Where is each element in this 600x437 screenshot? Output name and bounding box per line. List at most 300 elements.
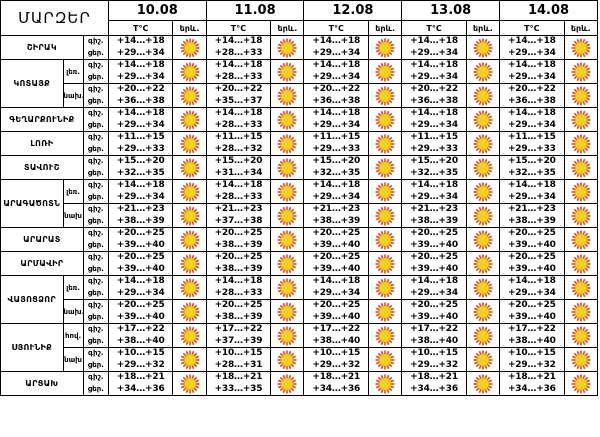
region-row xyxy=(1,276,598,300)
zone-label: նախ. xyxy=(63,84,83,108)
time-labels xyxy=(83,276,108,300)
weather-icon-cell xyxy=(369,132,402,156)
day-temperature: +39…+40 xyxy=(507,239,556,250)
temperature-cell xyxy=(206,348,271,372)
sun-icon xyxy=(173,230,205,250)
night-label: գիշ. xyxy=(88,253,104,261)
sun-icon xyxy=(565,134,597,154)
day-temperature: +29…+33 xyxy=(507,143,556,154)
temperature-cell xyxy=(206,300,271,324)
sun-icon xyxy=(369,38,401,58)
weather-icon-cell xyxy=(369,276,402,300)
night-label: գիշ. xyxy=(88,325,104,333)
night-temperature: +21…+23 xyxy=(214,204,263,214)
region-row xyxy=(1,108,598,132)
weather-icon-cell xyxy=(173,372,206,396)
weather-icon-cell xyxy=(466,108,499,132)
temperature-cell xyxy=(402,372,467,396)
sun-icon xyxy=(565,302,597,322)
weather-icon-cell xyxy=(271,204,304,228)
sun-icon xyxy=(369,110,401,130)
day-temperature: +39…+40 xyxy=(116,239,165,250)
weather-icon-cell xyxy=(369,156,402,180)
zone-label: նախ xyxy=(63,348,83,372)
region-row xyxy=(1,300,598,324)
region-name: ՍՅՈՒՆԻՔ xyxy=(1,324,64,372)
temperature-cell xyxy=(500,108,565,132)
region-row xyxy=(1,204,598,228)
weather-icon-cell xyxy=(173,324,206,348)
time-labels xyxy=(83,252,108,276)
region-row xyxy=(1,372,598,396)
day-temperature: +28…+33 xyxy=(214,71,263,82)
temperature-cell xyxy=(206,276,271,300)
sun-icon xyxy=(467,158,499,178)
night-temperature: +14…+18 xyxy=(116,276,165,286)
temperature-cell xyxy=(206,228,271,252)
temperature-cell xyxy=(108,60,173,84)
sun-icon xyxy=(271,182,303,202)
temperature-cell xyxy=(206,84,271,108)
temperature-cell xyxy=(402,276,467,300)
day-temperature: +28…+33 xyxy=(214,119,263,130)
temperature-cell xyxy=(108,228,173,252)
region-row xyxy=(1,180,598,204)
sun-icon xyxy=(565,62,597,82)
night-temperature: +14…+18 xyxy=(410,276,458,286)
day-label: ցեր. xyxy=(87,72,104,81)
night-temperature: +20…+22 xyxy=(312,84,361,94)
weather-icon-cell xyxy=(564,132,597,156)
day-temperature: +38…+40 xyxy=(410,335,458,346)
time-labels xyxy=(83,228,108,252)
night-temperature: +14…+18 xyxy=(312,180,361,190)
day-header: 11.08 xyxy=(206,1,304,21)
day-temperature: +29…+34 xyxy=(116,119,165,130)
night-temperature: +14…+18 xyxy=(116,60,165,70)
weather-icon-cell xyxy=(369,228,402,252)
night-temperature: +17…+22 xyxy=(116,324,165,334)
temperature-cell xyxy=(402,180,467,204)
temperature-cell xyxy=(500,348,565,372)
night-temperature: +20…+25 xyxy=(116,300,165,310)
day-temperature: +29…+34 xyxy=(507,191,556,202)
day-temperature: +29…+32 xyxy=(312,359,361,370)
night-label: գիշ. xyxy=(88,277,104,285)
weather-icon-cell xyxy=(173,36,206,60)
temperature-cell xyxy=(500,132,565,156)
sun-icon xyxy=(271,134,303,154)
weather-icon-cell xyxy=(369,348,402,372)
day-temperature: +38…+39 xyxy=(116,215,165,226)
night-label: գիշ. xyxy=(88,85,104,93)
night-temperature: +11…+15 xyxy=(312,132,361,142)
day-temperature: +29…+32 xyxy=(507,359,556,370)
night-temperature: +10…+15 xyxy=(214,348,263,358)
temp-column-header: T°C xyxy=(108,21,173,36)
weather-icon-cell xyxy=(173,108,206,132)
zone-label: նախ. xyxy=(63,300,83,324)
temperature-cell xyxy=(402,348,467,372)
day-temperature: +36…+38 xyxy=(507,95,556,106)
sun-icon xyxy=(173,134,205,154)
time-labels xyxy=(83,180,108,204)
weather-icon-cell xyxy=(564,228,597,252)
temperature-cell xyxy=(108,276,173,300)
weather-icon-cell xyxy=(369,84,402,108)
weather-icon-cell xyxy=(173,84,206,108)
day-temperature: +29…+34 xyxy=(507,47,556,58)
temperature-cell xyxy=(108,84,173,108)
night-temperature: +14…+18 xyxy=(214,108,263,118)
sun-icon xyxy=(565,206,597,226)
night-temperature: +14…+18 xyxy=(312,60,361,70)
icon-column-header: երև. xyxy=(369,21,402,36)
sun-icon xyxy=(271,230,303,250)
sun-icon xyxy=(173,86,205,106)
day-temperature: +39…+40 xyxy=(116,311,165,322)
night-temperature: +20…+22 xyxy=(507,84,556,94)
temperature-cell xyxy=(500,204,565,228)
zone-label: լեռ. xyxy=(63,60,83,84)
sun-icon xyxy=(467,206,499,226)
temperature-cell xyxy=(500,156,565,180)
night-temperature: +20…+22 xyxy=(116,84,165,94)
day-label: ցեր. xyxy=(87,216,104,225)
night-label: գիշ. xyxy=(88,205,104,213)
weather-icon-cell xyxy=(466,132,499,156)
day-label: ցեր. xyxy=(87,288,104,297)
day-temperature: +34…+36 xyxy=(116,383,165,394)
weather-icon-cell xyxy=(466,276,499,300)
day-header: 13.08 xyxy=(402,1,500,21)
time-labels xyxy=(83,132,108,156)
sun-icon xyxy=(173,158,205,178)
sun-icon xyxy=(369,158,401,178)
icon-column-header: երև. xyxy=(271,21,304,36)
day-temperature: +32…+35 xyxy=(507,167,556,178)
night-label: գիշ. xyxy=(88,157,104,165)
weather-icon-cell xyxy=(564,348,597,372)
sun-icon xyxy=(271,374,303,394)
temperature-cell xyxy=(500,228,565,252)
sun-icon xyxy=(173,302,205,322)
zone-label: նախ xyxy=(63,204,83,228)
region-name: ԿՈՏԱՅՔ xyxy=(1,60,64,108)
day-temperature: +29…+34 xyxy=(507,119,556,130)
zone-label: լեռ. xyxy=(63,180,83,204)
temperature-cell xyxy=(304,228,369,252)
night-temperature: +17…+22 xyxy=(312,324,361,334)
weather-icon-cell xyxy=(369,300,402,324)
night-temperature: +20…+25 xyxy=(312,300,361,310)
day-temperature: +28…+33 xyxy=(214,191,263,202)
region-row xyxy=(1,324,598,348)
temperature-cell xyxy=(500,60,565,84)
sun-icon xyxy=(467,302,499,322)
temperature-cell xyxy=(304,372,369,396)
night-temperature: +20…+25 xyxy=(214,300,263,310)
day-temperature: +29…+34 xyxy=(410,287,458,298)
temperature-cell xyxy=(206,372,271,396)
temperature-cell xyxy=(206,156,271,180)
day-temperature: +32…+35 xyxy=(116,167,165,178)
night-temperature: +11…+15 xyxy=(507,132,556,142)
night-temperature: +15…+20 xyxy=(410,156,458,166)
sun-icon xyxy=(467,350,499,370)
night-label: գիշ. xyxy=(88,181,104,189)
day-temperature: +29…+34 xyxy=(312,191,361,202)
day-temperature: +29…+34 xyxy=(410,71,458,82)
day-temperature: +38…+39 xyxy=(410,215,458,226)
sun-icon xyxy=(565,230,597,250)
day-temperature: +33…+35 xyxy=(214,383,263,394)
sun-icon xyxy=(565,278,597,298)
weather-icon-cell xyxy=(564,324,597,348)
sun-icon xyxy=(271,278,303,298)
sun-icon xyxy=(173,326,205,346)
night-temperature: +14…+18 xyxy=(410,60,458,70)
temperature-cell xyxy=(304,36,369,60)
temperature-cell xyxy=(206,324,271,348)
night-temperature: +14…+18 xyxy=(214,276,263,286)
temperature-cell xyxy=(304,132,369,156)
night-temperature: +14…+18 xyxy=(507,180,556,190)
temperature-cell xyxy=(108,348,173,372)
sun-icon xyxy=(173,254,205,274)
day-header: 14.08 xyxy=(500,1,598,21)
temperature-cell xyxy=(206,36,271,60)
weather-icon-cell xyxy=(564,252,597,276)
day-temperature: +29…+34 xyxy=(312,119,361,130)
day-temperature: +39…+40 xyxy=(507,263,556,274)
weather-icon-cell xyxy=(271,300,304,324)
sun-icon xyxy=(467,86,499,106)
night-temperature: +14…+18 xyxy=(507,276,556,286)
temperature-cell xyxy=(108,132,173,156)
temperature-cell xyxy=(402,324,467,348)
weather-icon-cell xyxy=(271,60,304,84)
region-row xyxy=(1,348,598,372)
night-temperature: +21…+23 xyxy=(116,204,165,214)
night-temperature: +21…+23 xyxy=(410,204,458,214)
time-labels xyxy=(83,204,108,228)
day-temperature: +38…+40 xyxy=(116,335,165,346)
night-temperature: +20…+25 xyxy=(312,252,361,262)
night-temperature: +10…+15 xyxy=(410,348,458,358)
night-temperature: +15…+20 xyxy=(312,156,361,166)
weather-icon-cell xyxy=(271,324,304,348)
weather-icon-cell xyxy=(173,252,206,276)
weather-icon-cell xyxy=(369,60,402,84)
sun-icon xyxy=(173,350,205,370)
temperature-cell xyxy=(108,156,173,180)
night-temperature: +14…+18 xyxy=(410,36,458,46)
day-temperature: +32…+35 xyxy=(312,167,361,178)
icon-column-header: երև. xyxy=(466,21,499,36)
temperature-cell xyxy=(108,300,173,324)
weather-icon-cell xyxy=(173,348,206,372)
night-temperature: +10…+15 xyxy=(312,348,361,358)
sun-icon xyxy=(565,38,597,58)
sun-icon xyxy=(271,350,303,370)
sun-icon xyxy=(369,86,401,106)
night-temperature: +15…+20 xyxy=(116,156,165,166)
day-temperature: +29…+34 xyxy=(116,287,165,298)
day-temperature: +29…+33 xyxy=(312,143,361,154)
weather-icon-cell xyxy=(369,180,402,204)
day-temperature: +34…+36 xyxy=(507,383,556,394)
sun-icon xyxy=(173,38,205,58)
region-row xyxy=(1,36,598,60)
night-temperature: +21…+23 xyxy=(312,204,361,214)
zone-label: հով. xyxy=(63,324,83,348)
sun-icon xyxy=(271,326,303,346)
weather-icon-cell xyxy=(564,180,597,204)
day-temperature: +29…+32 xyxy=(116,359,165,370)
day-temperature: +29…+34 xyxy=(312,47,361,58)
day-temperature: +29…+32 xyxy=(410,359,458,370)
sun-icon xyxy=(271,62,303,82)
night-temperature: +14…+18 xyxy=(312,276,361,286)
temperature-cell xyxy=(402,300,467,324)
temp-column-header: T°C xyxy=(402,21,467,36)
night-temperature: +11…+15 xyxy=(410,132,458,142)
weather-icon-cell xyxy=(173,204,206,228)
temp-column-header: T°C xyxy=(500,21,565,36)
day-temperature: +29…+34 xyxy=(116,71,165,82)
day-temperature: +29…+34 xyxy=(312,71,361,82)
day-temperature: +28…+31 xyxy=(214,359,263,370)
weather-icon-cell xyxy=(466,348,499,372)
region-row xyxy=(1,252,598,276)
weather-icon-cell xyxy=(564,60,597,84)
day-temperature: +38…+39 xyxy=(214,263,263,274)
sun-icon xyxy=(467,254,499,274)
sun-icon xyxy=(271,254,303,274)
night-temperature: +14…+18 xyxy=(507,36,556,46)
temp-column-header: T°C xyxy=(304,21,369,36)
day-header: 10.08 xyxy=(108,1,206,21)
temperature-cell xyxy=(304,300,369,324)
temperature-cell xyxy=(304,156,369,180)
night-label: գիշ. xyxy=(88,109,104,117)
time-labels xyxy=(83,156,108,180)
day-temperature: +29…+34 xyxy=(507,71,556,82)
time-labels xyxy=(83,36,108,60)
temperature-cell xyxy=(206,252,271,276)
temperature-cell xyxy=(402,156,467,180)
weather-icon-cell xyxy=(173,132,206,156)
night-temperature: +20…+25 xyxy=(214,252,263,262)
day-temperature: +38…+39 xyxy=(214,311,263,322)
night-temperature: +20…+22 xyxy=(214,84,263,94)
sun-icon xyxy=(565,374,597,394)
day-temperature: +34…+36 xyxy=(410,383,458,394)
temperature-cell xyxy=(500,324,565,348)
day-label: ցեր. xyxy=(87,336,104,345)
sun-icon xyxy=(271,86,303,106)
time-labels xyxy=(83,60,108,84)
night-temperature: +10…+15 xyxy=(116,348,165,358)
region-name: ԳԵՂԱՐՔՈՒՆԻՔ xyxy=(1,108,84,132)
day-temperature: +38…+39 xyxy=(312,215,361,226)
weather-icon-cell xyxy=(271,180,304,204)
temperature-cell xyxy=(206,60,271,84)
temperature-cell xyxy=(500,300,565,324)
night-temperature: +10…+15 xyxy=(507,348,556,358)
sun-icon xyxy=(467,230,499,250)
sun-icon xyxy=(565,350,597,370)
region-row xyxy=(1,60,598,84)
temperature-cell xyxy=(304,108,369,132)
day-temperature: +36…+38 xyxy=(312,95,361,106)
day-label: ցեր. xyxy=(87,264,104,273)
day-temperature: +29…+34 xyxy=(410,47,458,58)
sun-icon xyxy=(369,134,401,154)
weather-icon-cell xyxy=(466,60,499,84)
temperature-cell xyxy=(108,36,173,60)
temp-column-header: T°C xyxy=(206,21,271,36)
temperature-cell xyxy=(500,84,565,108)
sun-icon xyxy=(271,302,303,322)
time-labels xyxy=(83,372,108,396)
temperature-cell xyxy=(304,180,369,204)
day-label: ցեր. xyxy=(87,192,104,201)
temperature-cell xyxy=(402,60,467,84)
time-labels xyxy=(83,300,108,324)
time-labels xyxy=(83,84,108,108)
sun-icon xyxy=(369,302,401,322)
day-temperature: +28…+32 xyxy=(214,143,263,154)
day-temperature: +29…+34 xyxy=(410,191,458,202)
temperature-cell xyxy=(108,204,173,228)
temperature-cell xyxy=(304,324,369,348)
night-temperature: +14…+18 xyxy=(410,108,458,118)
sun-icon xyxy=(369,182,401,202)
night-temperature: +20…+25 xyxy=(410,252,458,262)
sun-icon xyxy=(173,62,205,82)
sun-icon xyxy=(369,254,401,274)
weather-icon-cell xyxy=(173,180,206,204)
weather-icon-cell xyxy=(466,300,499,324)
weather-icon-cell xyxy=(369,204,402,228)
night-temperature: +14…+18 xyxy=(214,180,263,190)
sun-icon xyxy=(467,62,499,82)
region-row xyxy=(1,132,598,156)
sun-icon xyxy=(467,134,499,154)
sun-icon xyxy=(369,326,401,346)
day-temperature: +28…+33 xyxy=(214,47,263,58)
region-name: ԼՈՌԻ xyxy=(1,132,84,156)
weather-icon-cell xyxy=(271,228,304,252)
night-temperature: +20…+25 xyxy=(116,252,165,262)
night-temperature: +14…+18 xyxy=(116,180,165,190)
day-temperature: +38…+40 xyxy=(312,335,361,346)
weather-icon-cell xyxy=(466,252,499,276)
night-temperature: +20…+25 xyxy=(410,300,458,310)
night-temperature: +11…+15 xyxy=(116,132,165,142)
sun-icon xyxy=(369,374,401,394)
night-temperature: +14…+18 xyxy=(116,108,165,118)
night-temperature: +14…+18 xyxy=(214,60,263,70)
day-label: ցեր. xyxy=(87,144,104,153)
weather-icon-cell xyxy=(369,372,402,396)
temperature-cell xyxy=(108,324,173,348)
temperature-cell xyxy=(108,108,173,132)
weather-icon-cell xyxy=(173,60,206,84)
sun-icon xyxy=(271,110,303,130)
